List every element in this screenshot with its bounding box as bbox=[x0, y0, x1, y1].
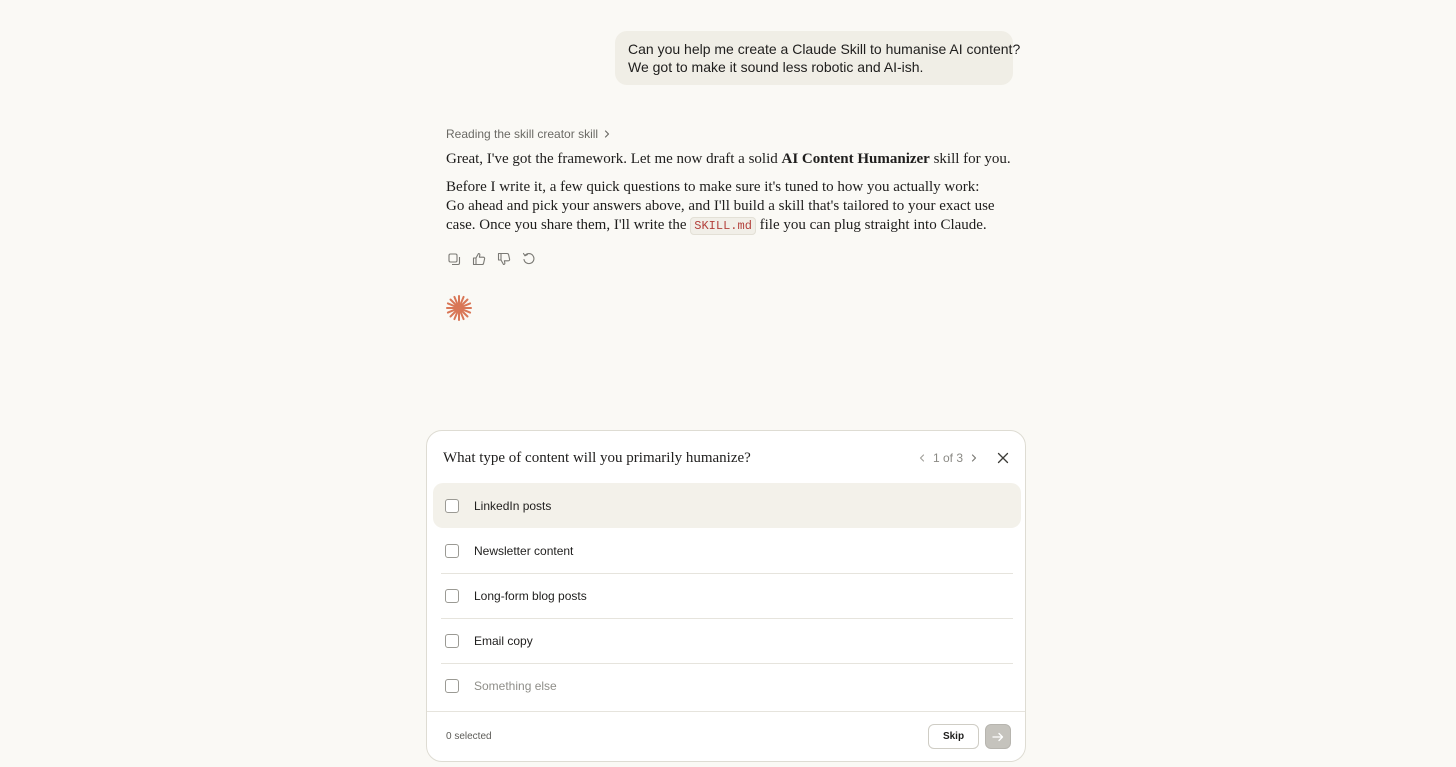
option-label: Something else bbox=[474, 678, 557, 693]
option-label: Newsletter content bbox=[474, 543, 574, 558]
assistant-paragraph-1 bbox=[446, 150, 1011, 169]
para2-line-3-end: file you can plug straight into Claude. bbox=[755, 217, 987, 233]
chevron-left-icon[interactable] bbox=[917, 453, 927, 463]
option-checkbox[interactable] bbox=[445, 679, 459, 693]
option-checkbox[interactable] bbox=[445, 634, 459, 648]
para2-line-2: Go ahead and pick your answers above, and I'll build a skill that's tailored to your exact use bbox=[446, 198, 995, 214]
question-title: What type of content will you primarily humanize? bbox=[443, 449, 751, 466]
para2-line-3 bbox=[446, 216, 1006, 236]
user-message-line: We got to make it sound less robotic and AI-ish. bbox=[628, 59, 924, 75]
para2-line-1: Before I write it, a few quick questions to make sure it's tuned to how you actually work: bbox=[446, 179, 980, 195]
option-checkbox[interactable] bbox=[445, 499, 459, 513]
option-divider bbox=[441, 618, 1013, 619]
option-email-copy[interactable] bbox=[433, 618, 1021, 663]
arrow-right-icon bbox=[992, 732, 1004, 742]
option-something-else[interactable] bbox=[433, 663, 1021, 708]
option-newsletter-content[interactable] bbox=[433, 528, 1021, 573]
skill-name-bold: AI Content Humanizer bbox=[781, 151, 930, 167]
option-list bbox=[433, 483, 1021, 708]
para2-line-3-start: case. Once you share them, I'll write the bbox=[446, 217, 691, 233]
inline-code-skill-md: SKILL.md bbox=[690, 217, 756, 235]
claude-spark-icon bbox=[445, 294, 473, 322]
option-linkedin-posts[interactable] bbox=[433, 483, 1021, 528]
question-pager bbox=[917, 451, 979, 465]
option-label: Long-form blog posts bbox=[474, 588, 587, 603]
user-message-bubble bbox=[615, 31, 1021, 85]
option-label: LinkedIn posts bbox=[474, 498, 552, 513]
option-long-form-blog-posts[interactable] bbox=[433, 573, 1021, 618]
question-header bbox=[443, 447, 1009, 469]
thumbs-up-icon[interactable] bbox=[471, 251, 487, 267]
option-divider bbox=[441, 663, 1013, 664]
option-checkbox[interactable] bbox=[445, 544, 459, 558]
para1-text-end: skill for you. bbox=[929, 151, 1011, 167]
selected-count: 0 selected bbox=[446, 731, 492, 742]
para1-text-start: Great, I've got the framework. Let me now draft a solid bbox=[446, 151, 782, 167]
chevron-right-icon[interactable] bbox=[969, 453, 979, 463]
skill-reading-label: Reading the skill creator skill bbox=[446, 127, 599, 141]
pager-label: 1 of 3 bbox=[932, 451, 963, 465]
assistant-paragraph-2 bbox=[446, 178, 1006, 236]
user-message-line: Can you help me create a Claude Skill to humanise AI content? bbox=[628, 41, 1021, 57]
question-footer bbox=[427, 711, 1025, 761]
skip-button[interactable]: Skip bbox=[928, 724, 979, 749]
message-actions bbox=[446, 251, 1006, 267]
close-icon[interactable] bbox=[997, 452, 1009, 464]
option-divider bbox=[441, 573, 1013, 574]
chevron-right-icon bbox=[602, 129, 612, 139]
skill-reading-toggle[interactable] bbox=[446, 124, 1006, 144]
thumbs-down-icon[interactable] bbox=[496, 251, 512, 267]
option-label: Email copy bbox=[474, 633, 533, 648]
next-button[interactable] bbox=[985, 724, 1011, 749]
option-checkbox[interactable] bbox=[445, 589, 459, 603]
retry-icon[interactable] bbox=[521, 251, 537, 267]
copy-icon[interactable] bbox=[446, 251, 462, 267]
assistant-message bbox=[446, 124, 1011, 267]
question-panel bbox=[426, 430, 1026, 762]
